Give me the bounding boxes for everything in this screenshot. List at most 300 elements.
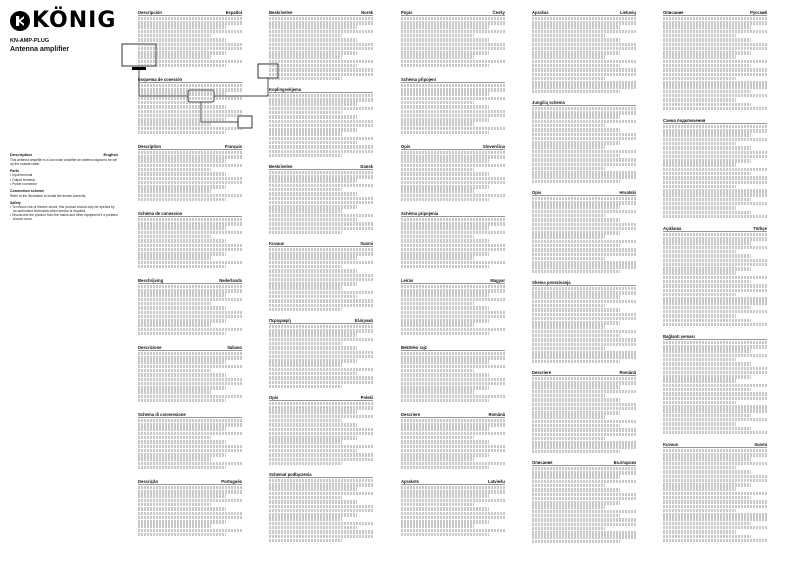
text-line (663, 492, 767, 495)
text-line (663, 193, 767, 196)
text-line (401, 159, 489, 162)
text-line (269, 150, 373, 153)
konig-k-icon (10, 11, 30, 31)
text-line (663, 297, 767, 300)
english-section (10, 148, 118, 221)
brand-block (10, 8, 117, 53)
text-line (401, 352, 505, 355)
text-line (401, 164, 505, 167)
language-block (663, 334, 767, 442)
text-line (269, 145, 373, 148)
section-title: Descriere (532, 370, 552, 375)
text-line (401, 332, 489, 335)
text-line (269, 51, 357, 54)
text-line (532, 150, 636, 153)
text-line (663, 98, 736, 101)
text-line (269, 496, 342, 499)
text-line (138, 110, 242, 113)
intro-text: This antenna amplifier is a low noise amplifier an antenna signal to be set up the coaxial cable. (10, 158, 118, 167)
text-line (532, 523, 636, 526)
block-heading (532, 280, 636, 286)
text-line (663, 233, 767, 236)
text-line (401, 423, 505, 426)
text-line (138, 88, 242, 91)
text-line (663, 314, 736, 317)
text-line (269, 346, 357, 349)
section-title: Schéma de connexion (138, 211, 183, 216)
language-column (663, 10, 767, 550)
text-line (532, 90, 620, 93)
text-line (269, 363, 342, 366)
text-line (138, 486, 242, 489)
text-line (401, 533, 489, 536)
text-line (269, 359, 357, 362)
language-label: Suomi (360, 241, 373, 246)
text-line (663, 263, 767, 266)
text-line (269, 445, 373, 448)
text-line (401, 17, 505, 20)
text-line (269, 34, 342, 37)
text-line (269, 487, 357, 490)
text-line (401, 328, 505, 331)
block-heading (401, 479, 505, 485)
text-line (138, 462, 242, 465)
text-line (401, 127, 505, 130)
text-line (138, 503, 211, 506)
text-line (269, 428, 373, 431)
text-line (401, 189, 474, 192)
text-line (401, 499, 505, 502)
list-item: • Input terminal (10, 173, 118, 177)
text-line (663, 94, 767, 97)
text-line (663, 319, 751, 322)
text-line (663, 254, 751, 257)
text-line (663, 414, 751, 417)
text-line (532, 158, 636, 161)
text-line (532, 445, 636, 448)
text-line (532, 223, 636, 226)
text-line (532, 167, 605, 170)
brand-logo: KÖNIG (10, 8, 114, 34)
text-line (269, 94, 373, 97)
text-line (138, 222, 242, 225)
text-line (138, 494, 226, 497)
text-line (663, 267, 751, 270)
section-title: Shema povezivanja (532, 280, 571, 285)
text-line (663, 517, 767, 520)
text-line (269, 77, 342, 80)
text-line (138, 395, 242, 398)
text-line (401, 285, 505, 288)
language-label: Italiano (227, 345, 242, 350)
block-heading (532, 190, 636, 196)
text-line (663, 530, 736, 533)
text-line (138, 189, 211, 192)
text-line (532, 381, 636, 384)
section-title: Описание (663, 10, 684, 15)
text-line (401, 302, 474, 305)
text-line (663, 323, 767, 326)
text-line (138, 373, 226, 376)
block-heading (138, 278, 242, 284)
section-title: Descrizione (138, 345, 162, 350)
text-line (663, 379, 736, 382)
text-line (532, 287, 636, 290)
text-line (138, 64, 226, 67)
language-block (401, 345, 505, 412)
text-line (532, 34, 605, 37)
text-line (401, 445, 505, 448)
text-line (138, 319, 226, 322)
text-line (532, 231, 620, 234)
block-heading (401, 345, 505, 351)
block-heading (663, 118, 767, 124)
text-line (401, 462, 505, 465)
text-line (269, 73, 373, 76)
text-line (532, 321, 620, 324)
language-column (401, 10, 505, 546)
text-line (663, 185, 736, 188)
block-heading (269, 472, 373, 478)
text-line (532, 244, 620, 247)
text-line (401, 25, 489, 28)
text-line (532, 133, 636, 136)
text-line (663, 301, 767, 304)
language-block (532, 370, 636, 460)
text-line (138, 328, 242, 331)
language-block (269, 164, 373, 241)
text-line (663, 38, 751, 41)
text-line (269, 406, 373, 409)
text-line (269, 449, 357, 452)
text-line (401, 155, 505, 158)
text-line (401, 64, 489, 67)
section-title: Popis (401, 10, 413, 15)
text-line (532, 518, 636, 521)
text-line (663, 409, 767, 412)
text-line (401, 60, 505, 63)
text-line (401, 244, 505, 247)
text-line (269, 385, 342, 388)
text-line (401, 516, 505, 519)
text-line (663, 462, 767, 465)
text-line (532, 180, 620, 183)
text-line (401, 198, 489, 201)
language-label: Dansk (360, 164, 373, 169)
text-line (401, 30, 505, 33)
text-line (138, 235, 211, 238)
language-block (401, 144, 505, 211)
block-heading (138, 412, 242, 418)
text-line (269, 107, 373, 110)
text-line (532, 120, 636, 123)
language-block (269, 87, 373, 164)
language-block (269, 241, 373, 318)
text-line (663, 142, 736, 145)
section-title: Schemat podłączenia (269, 472, 312, 477)
text-line (532, 514, 620, 517)
text-line (269, 376, 373, 379)
text-line (269, 64, 357, 67)
text-line (269, 368, 373, 371)
text-line (663, 189, 767, 192)
text-line (269, 68, 373, 71)
text-line (532, 531, 636, 534)
text-line (401, 520, 489, 523)
text-line (532, 467, 636, 470)
language-label: Lietuvių (619, 10, 636, 15)
text-line (663, 168, 767, 171)
text-line (663, 73, 767, 76)
block-heading (138, 77, 242, 83)
language-label: Magyar (490, 278, 505, 283)
text-line (663, 271, 736, 274)
text-line (269, 214, 373, 217)
text-line (401, 453, 489, 456)
text-line (401, 38, 489, 41)
text-line (663, 371, 767, 374)
text-line (269, 201, 373, 204)
language-label: Latviešu (488, 479, 505, 484)
block-heading (401, 10, 505, 16)
text-line (138, 449, 242, 452)
text-line (138, 17, 242, 20)
text-line (532, 313, 636, 316)
text-line (269, 415, 373, 418)
text-line (401, 323, 474, 326)
text-line (663, 176, 767, 179)
text-line (532, 488, 620, 491)
text-line (269, 535, 373, 538)
list-item: • Disconnect the product from the mains and other equipment if a problem should occur. (10, 213, 118, 221)
text-line (532, 403, 636, 406)
text-line (401, 449, 505, 452)
text-line (532, 73, 636, 76)
text-line (663, 388, 751, 391)
block-heading (138, 345, 242, 351)
text-line (269, 274, 373, 277)
text-line (401, 315, 505, 318)
text-line (138, 419, 242, 422)
block-heading (269, 87, 373, 93)
text-line (269, 256, 357, 259)
text-line (532, 390, 636, 393)
text-line (138, 101, 211, 104)
language-block (401, 10, 505, 77)
text-line (401, 293, 489, 296)
text-line (532, 484, 605, 487)
text-line (663, 151, 767, 154)
language-block (138, 278, 242, 345)
text-line (663, 133, 751, 136)
text-line (663, 68, 767, 71)
section-title: Jungčių schema (532, 100, 565, 105)
text-line (663, 535, 751, 538)
text-line (269, 154, 342, 157)
text-line (663, 125, 767, 128)
text-line (269, 21, 373, 24)
language-label: Türkçe (753, 226, 767, 231)
section-title: Leírás (401, 278, 414, 283)
text-line (138, 520, 226, 523)
text-line (138, 516, 242, 519)
text-line (269, 423, 357, 426)
text-line (138, 298, 242, 301)
section-title: Beskrivelse (269, 10, 293, 15)
language-column (138, 10, 242, 546)
text-line (532, 415, 605, 418)
section-title: Beschrijving (138, 278, 164, 283)
text-line (138, 198, 226, 201)
text-line (138, 185, 226, 188)
text-line (401, 399, 489, 402)
text-line (269, 205, 357, 208)
text-line (138, 151, 242, 154)
text-line (532, 257, 605, 260)
text-line (138, 457, 211, 460)
text-line (401, 427, 489, 430)
text-line (138, 177, 242, 180)
text-line (269, 479, 373, 482)
text-line (532, 21, 636, 24)
text-line (401, 92, 489, 95)
text-line (663, 259, 767, 262)
text-line (138, 436, 211, 439)
text-line (138, 30, 242, 33)
text-line (138, 360, 226, 363)
text-line (269, 120, 373, 123)
text-line (138, 285, 242, 288)
text-line (138, 399, 226, 402)
list-item: • To reduce risk of electric shock, this product should only be opened by an authorized technician when service is required. (10, 205, 118, 213)
text-line (138, 256, 211, 259)
text-line (663, 341, 767, 344)
section-title: Схема подключения (663, 118, 706, 123)
text-line (269, 440, 342, 443)
language-block (401, 77, 505, 144)
text-line (401, 311, 505, 314)
list-item: • Output terminal (10, 178, 118, 182)
section-title: Schéma připojení (401, 77, 436, 82)
text-line (532, 55, 605, 58)
language-block (138, 345, 242, 412)
block-heading (401, 278, 505, 284)
language-block (138, 479, 242, 546)
language-label: Русский (750, 10, 767, 15)
text-line (663, 211, 751, 214)
text-line (269, 483, 373, 486)
text-line (663, 17, 767, 20)
text-line (138, 122, 211, 125)
text-line (269, 436, 357, 439)
text-line (401, 298, 505, 301)
language-label: Français (224, 144, 242, 149)
text-line (269, 304, 373, 307)
text-line (269, 419, 342, 422)
text-line (532, 210, 636, 213)
text-line (269, 299, 373, 302)
language-label: Suomi (754, 442, 767, 447)
text-line (401, 369, 474, 372)
language-column (532, 10, 636, 550)
text-line (138, 524, 211, 527)
product-title: Antenna amplifier (10, 46, 70, 53)
text-line (401, 256, 474, 259)
text-line (663, 384, 767, 387)
safety-title: Safety (10, 200, 21, 205)
text-line (663, 310, 767, 313)
language-block (532, 280, 636, 370)
text-line (663, 250, 736, 253)
text-line (532, 325, 605, 328)
text-line (269, 184, 373, 187)
block-heading (401, 77, 505, 83)
language-label: Română (619, 370, 636, 375)
block-heading (663, 226, 767, 232)
text-line (269, 338, 373, 341)
text-line (532, 411, 620, 414)
text-line (663, 60, 767, 63)
text-line (532, 355, 636, 358)
text-line (663, 487, 736, 490)
text-line (138, 131, 226, 134)
language-label: Slovenčina (482, 144, 505, 149)
text-line (663, 64, 751, 67)
text-line (138, 92, 226, 95)
text-line (663, 276, 767, 279)
text-line (138, 352, 242, 355)
text-line (138, 97, 242, 100)
language-block (138, 144, 242, 211)
text-line (532, 43, 636, 46)
text-line (401, 432, 505, 435)
text-line (138, 423, 242, 426)
language-label: Norsk (361, 10, 373, 15)
block-heading (532, 10, 636, 16)
text-line (663, 284, 767, 287)
text-line (663, 146, 751, 149)
text-line (138, 365, 242, 368)
text-line (663, 202, 767, 205)
text-line (532, 360, 620, 363)
text-line (269, 197, 373, 200)
text-line (138, 382, 242, 385)
text-line (663, 479, 767, 482)
text-line (269, 308, 342, 311)
text-line (663, 159, 751, 162)
text-line (269, 372, 357, 375)
text-line (269, 522, 373, 525)
text-line (532, 25, 620, 28)
text-line (401, 47, 505, 50)
text-line (138, 194, 242, 197)
text-line (138, 440, 226, 443)
text-line (269, 17, 373, 20)
text-line (532, 175, 636, 178)
text-line (663, 21, 767, 24)
text-line (138, 529, 242, 532)
text-line (401, 248, 505, 251)
text-line (532, 154, 620, 157)
text-line (138, 55, 211, 58)
text-line (138, 315, 242, 318)
text-line (401, 524, 474, 527)
text-line (401, 34, 474, 37)
text-line (401, 218, 505, 221)
text-line (138, 164, 242, 167)
text-line (401, 289, 505, 292)
text-line (532, 308, 620, 311)
